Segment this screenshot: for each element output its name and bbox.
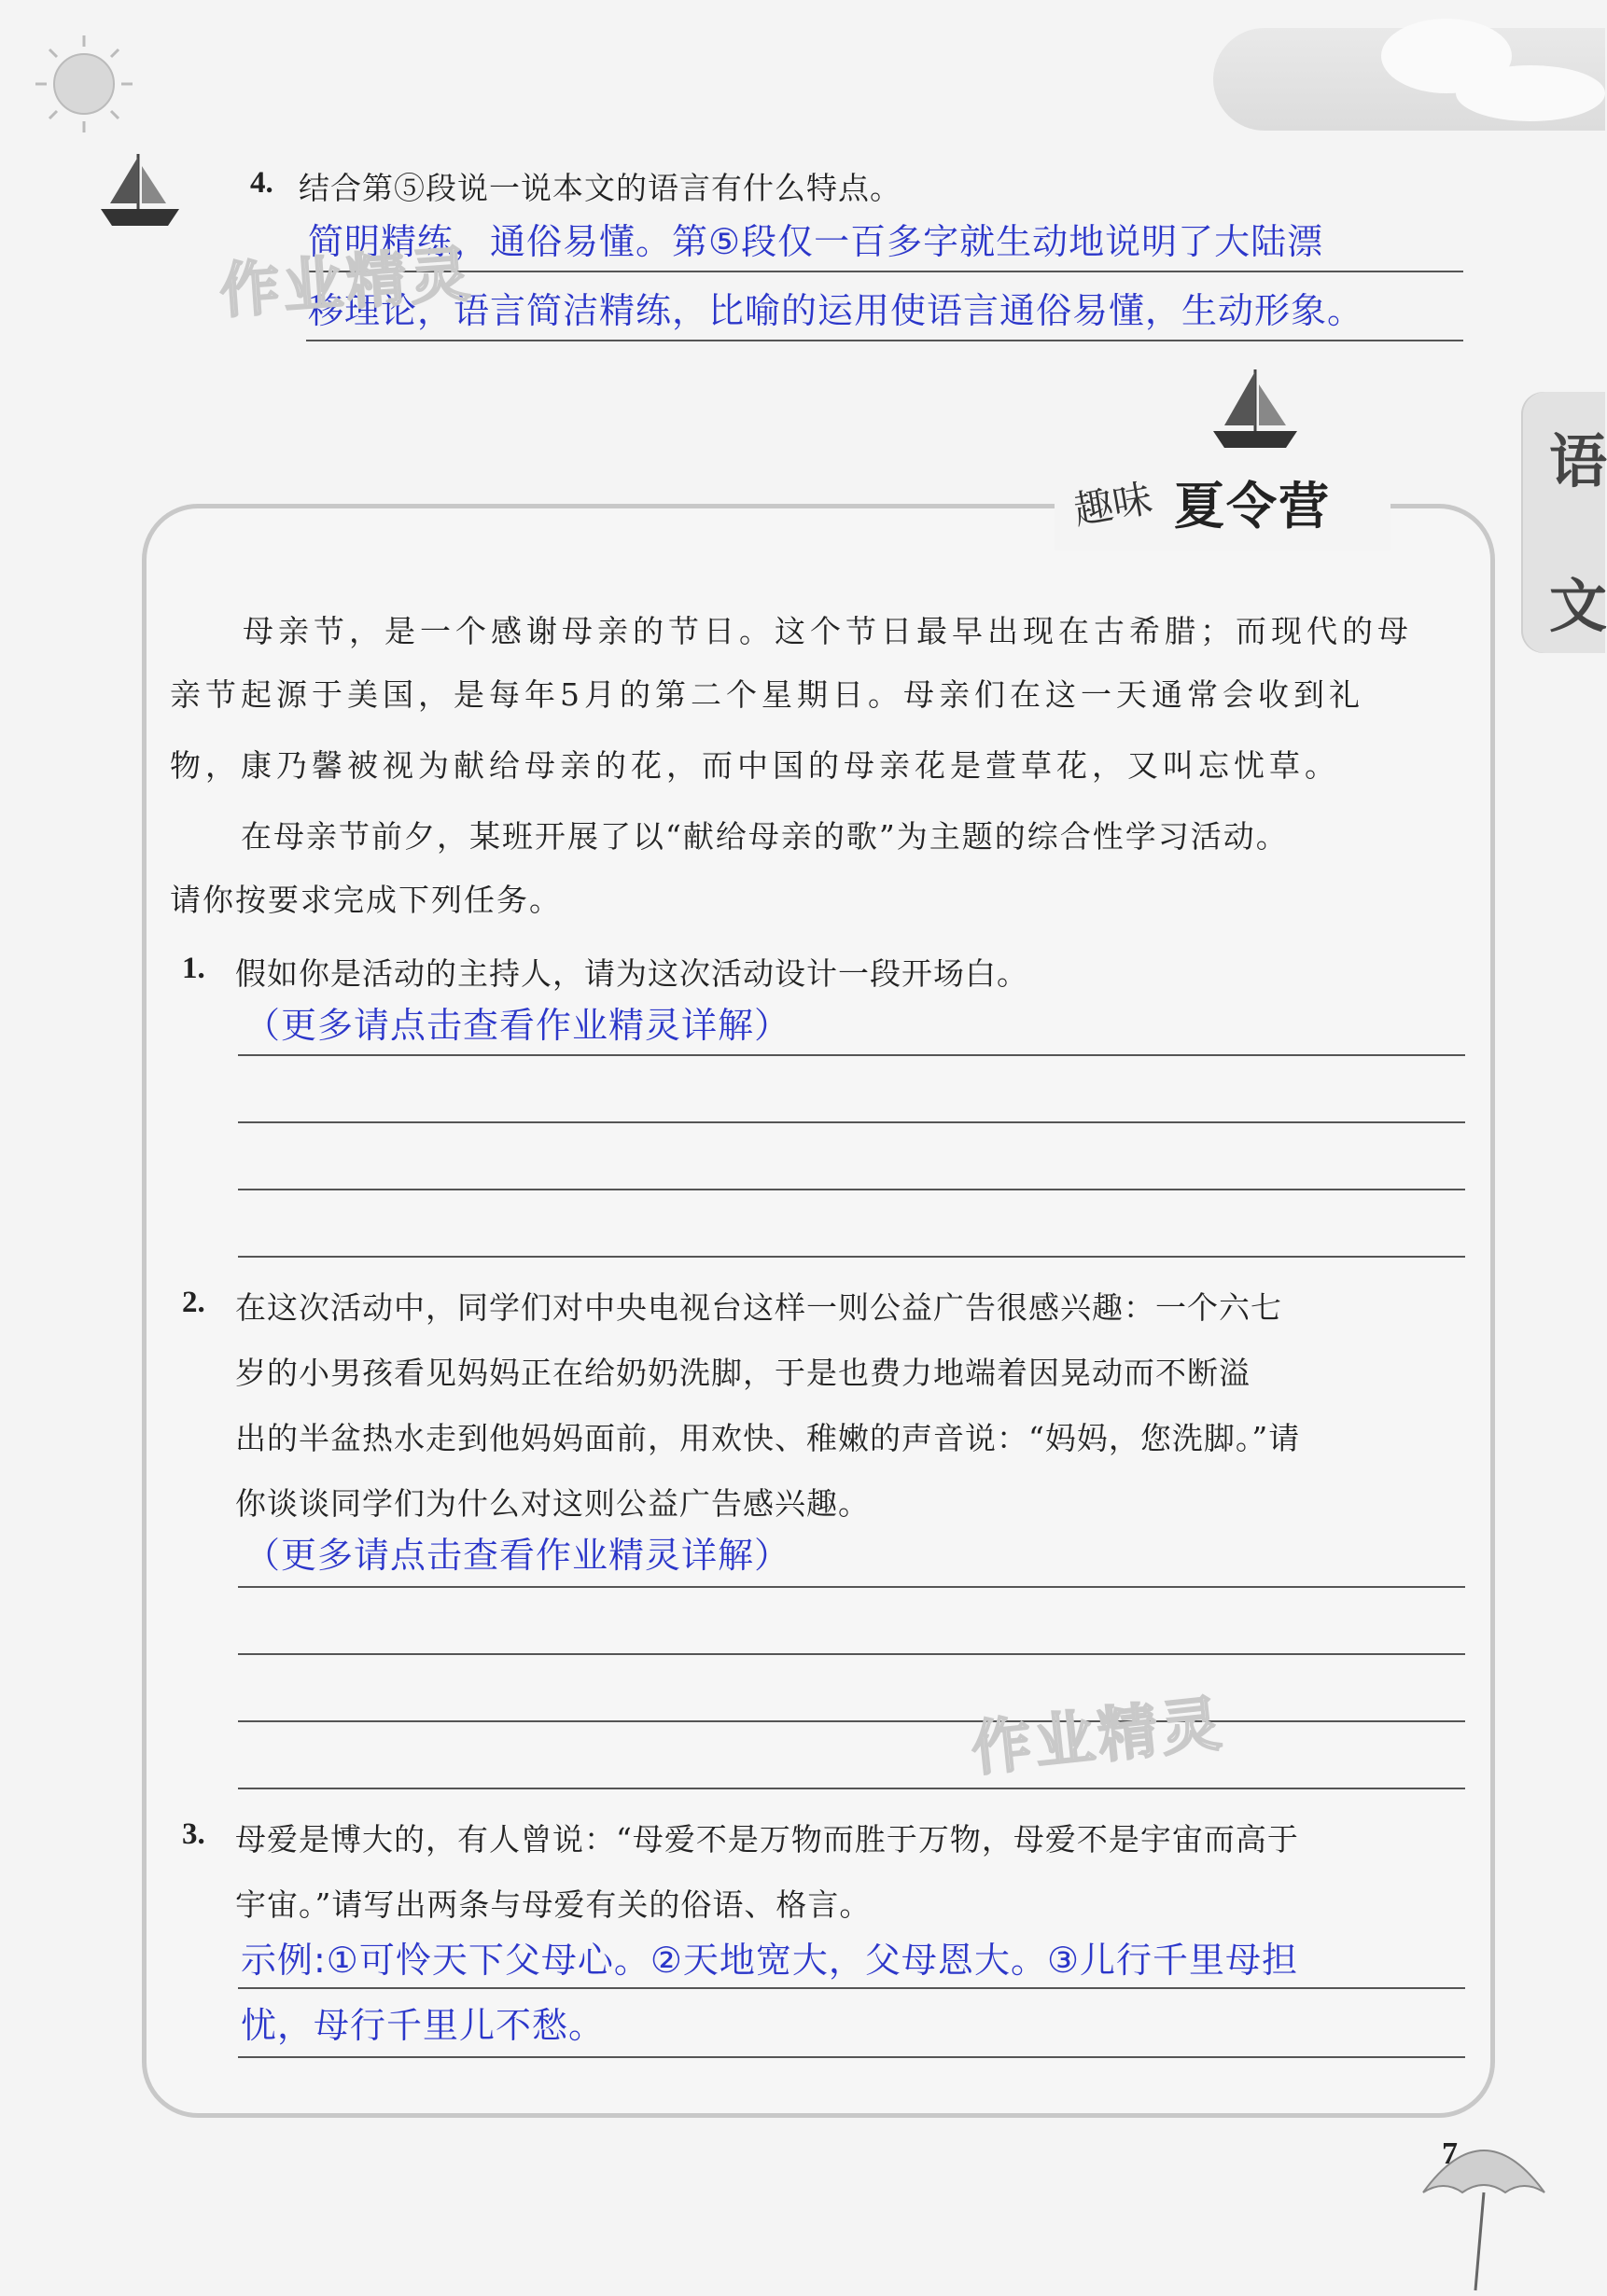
answer-text: 移理论，语言简洁精练，比喻的运用使语言通俗易懂，生动形象。 [308, 290, 1364, 331]
question-text: 假如你是活动的主持人，请为这次活动设计一段开场白。 [235, 955, 1028, 992]
answer-text: 示例:①可怜天下父母心。②天地宽大，父母恩大。③儿行千里母担 [241, 1940, 1299, 1981]
question-text: 结合第⑤段说一说本文的语言有什么特点。 [299, 170, 901, 206]
umbrella-icon [1414, 2118, 1554, 2295]
question-text: 出的半盆热水走到他妈妈面前，用欢快、稚嫩的声音说：“妈妈，您洗脚。”请 [235, 1420, 1301, 1456]
question-text: 宇宙。”请写出两条与母爱有关的俗语、格言。 [235, 1886, 872, 1923]
answer-line [238, 1189, 1465, 1190]
page-number: 7 [1442, 2136, 1458, 2171]
answer-text: 简明精练，通俗易懂。第⑤段仅一百多字就生动地说明了大陆漂 [308, 221, 1324, 262]
answer-line [306, 340, 1463, 341]
intro-line: 物，康乃馨被视为献给母亲的花，而中国的母亲花是萱草花，又叫忘忧草。 [170, 747, 1340, 784]
answer-line [238, 1054, 1465, 1056]
answer-line [238, 1121, 1465, 1123]
answer-line [238, 1987, 1465, 1989]
answer-line [238, 1788, 1465, 1789]
watermark: 作业精灵 [217, 240, 476, 327]
section-title-prefix: 趣味 [1069, 475, 1156, 534]
question-number: 1. [182, 952, 205, 985]
question-text: 母爱是博大的，有人曾说：“母爱不是万物而胜于万物，母爱不是宇宙而高于 [235, 1821, 1299, 1858]
answer-line [238, 1256, 1465, 1258]
question-number: 3. [182, 1817, 205, 1851]
sailboat-icon [93, 149, 187, 233]
section-title-main: 夏令营 [1174, 477, 1331, 536]
answer-text: 忧，母行千里儿不愁。 [241, 2005, 606, 2046]
answer-line [238, 1586, 1465, 1588]
watermark: 作业精灵 [968, 1689, 1228, 1785]
side-tab-char: 语 [1549, 427, 1607, 495]
intro-line: 亲节起源于美国，是每年5月的第二个星期日。母亲们在这一天通常会收到礼 [170, 676, 1364, 713]
sailboat-icon [1204, 366, 1307, 459]
question-number: 4. [250, 166, 273, 200]
answer-link[interactable]: （更多请点击查看作业精灵详解） [245, 1535, 791, 1576]
answer-line [306, 271, 1463, 272]
question-text: 岁的小男孩看见妈妈正在给奶奶洗脚，于是也费力地端着因晃动而不断溢 [235, 1355, 1251, 1391]
answer-line [238, 2056, 1465, 2058]
cloud-puff [1456, 65, 1605, 121]
intro-line: 请你按要求完成下列任务。 [170, 882, 562, 918]
answer-link[interactable]: （更多请点击查看作业精灵详解） [245, 1005, 791, 1046]
side-tab-char: 文 [1549, 572, 1607, 640]
answer-line [238, 1653, 1465, 1655]
question-text: 在这次活动中，同学们对中央电视台这样一则公益广告很感兴趣：一个六七 [235, 1289, 1282, 1326]
intro-line: 在母亲节前夕，某班开展了以“献给母亲的歌”为主题的综合性学习活动。 [241, 818, 1289, 855]
sun-icon [28, 28, 140, 140]
question-text: 你谈谈同学们为什么对这则公益广告感兴趣。 [235, 1485, 870, 1522]
answer-line [238, 1720, 1465, 1722]
intro-line: 母亲节，是一个感谢母亲的节日。这个节日最早出现在古希腊；而现代的母 [243, 613, 1413, 649]
question-number: 2. [182, 1286, 205, 1319]
